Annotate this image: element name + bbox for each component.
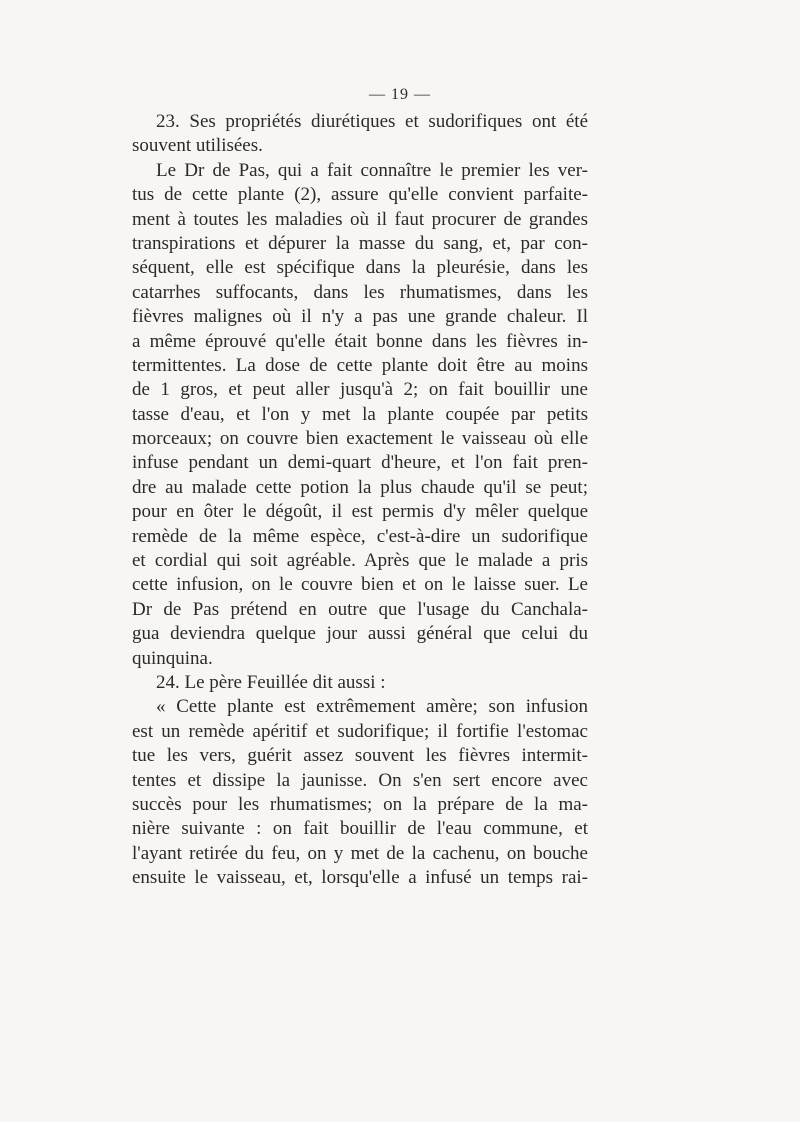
page-number: — 19 — bbox=[369, 86, 431, 103]
body-text bbox=[132, 110, 588, 891]
text-line: tus de cette plante (2), assure qu'elle convient parfaite- bbox=[132, 184, 588, 206]
text-line: infuse pendant un demi-quart d'heure, et l'on fait pren- bbox=[132, 452, 588, 474]
text-line: termittentes. La dose de cette plante doit être au moins bbox=[132, 354, 588, 376]
text-line: transpirations et dépurer la masse du sang, et, par con- bbox=[132, 232, 588, 254]
text-line: catarrhes suffocants, dans les rhumatismes, dans les bbox=[132, 281, 588, 303]
text-line: pour en ôter le dégoût, il est permis d'y mêler quelque bbox=[132, 501, 588, 523]
text-line: succès pour les rhumatismes; on la prépare de la ma- bbox=[132, 793, 588, 815]
text-line: a même éprouvé qu'elle était bonne dans les fièvres in- bbox=[132, 330, 588, 352]
text-line: et cordial qui soit agréable. Après que le malade a pris bbox=[132, 550, 588, 572]
text-line: gua deviendra quelque jour aussi général que celui du bbox=[132, 623, 588, 645]
text-line: tue les vers, guérit assez souvent les fièvres intermit- bbox=[132, 745, 588, 767]
text-line: ensuite le vaisseau, et, lorsqu'elle a infusé un temps rai- bbox=[132, 867, 588, 889]
text-line: de 1 gros, et peut aller jusqu'à 2; on fait bouillir une bbox=[132, 379, 588, 401]
text-line: morceaux; on couvre bien exactement le vaisseau où elle bbox=[132, 428, 588, 450]
text-line: Dr de Pas prétend en outre que l'usage du Canchala- bbox=[132, 598, 588, 620]
text-line: tasse d'eau, et l'on y met la plante coupée par petits bbox=[132, 403, 588, 425]
text-line: Le Dr de Pas, qui a fait connaître le premier les ver- bbox=[156, 159, 588, 181]
text-line: cette infusion, on le couvre bien et on le laisse suer. Le bbox=[132, 574, 588, 596]
text-line: l'ayant retirée du feu, on y met de la cachenu, on bouche bbox=[132, 842, 588, 864]
text-line: ment à toutes les maladies où il faut procurer de grandes bbox=[132, 208, 588, 230]
text-line: est un remède apéritif et sudorifique; il fortifie l'estomac bbox=[132, 720, 588, 742]
text-line: souvent utilisées. bbox=[132, 135, 263, 157]
text-line: remède de la même espèce, c'est-à-dire un sudorifique bbox=[132, 525, 588, 547]
text-line: 23. Ses propriétés diurétiques et sudorifiques ont été bbox=[156, 111, 588, 132]
text-line: fièvres malignes où il n'y a pas une grande chaleur. Il bbox=[132, 306, 588, 328]
text-line: séquent, elle est spécifique dans la pleurésie, dans les bbox=[132, 257, 588, 279]
text-line: 24. Le père Feuillée dit aussi : bbox=[156, 671, 386, 693]
text-line: dre au malade cette potion la plus chaude qu'il se peut; bbox=[132, 476, 588, 498]
text-line: tentes et dissipe la jaunisse. On s'en sert encore avec bbox=[132, 769, 588, 791]
text-line: quinquina. bbox=[132, 647, 213, 669]
text-line: nière suivante : on fait bouillir de l'eau commune, et bbox=[132, 818, 588, 840]
text-line: « Cette plante est extrêmement amère; son infusion bbox=[156, 696, 588, 718]
